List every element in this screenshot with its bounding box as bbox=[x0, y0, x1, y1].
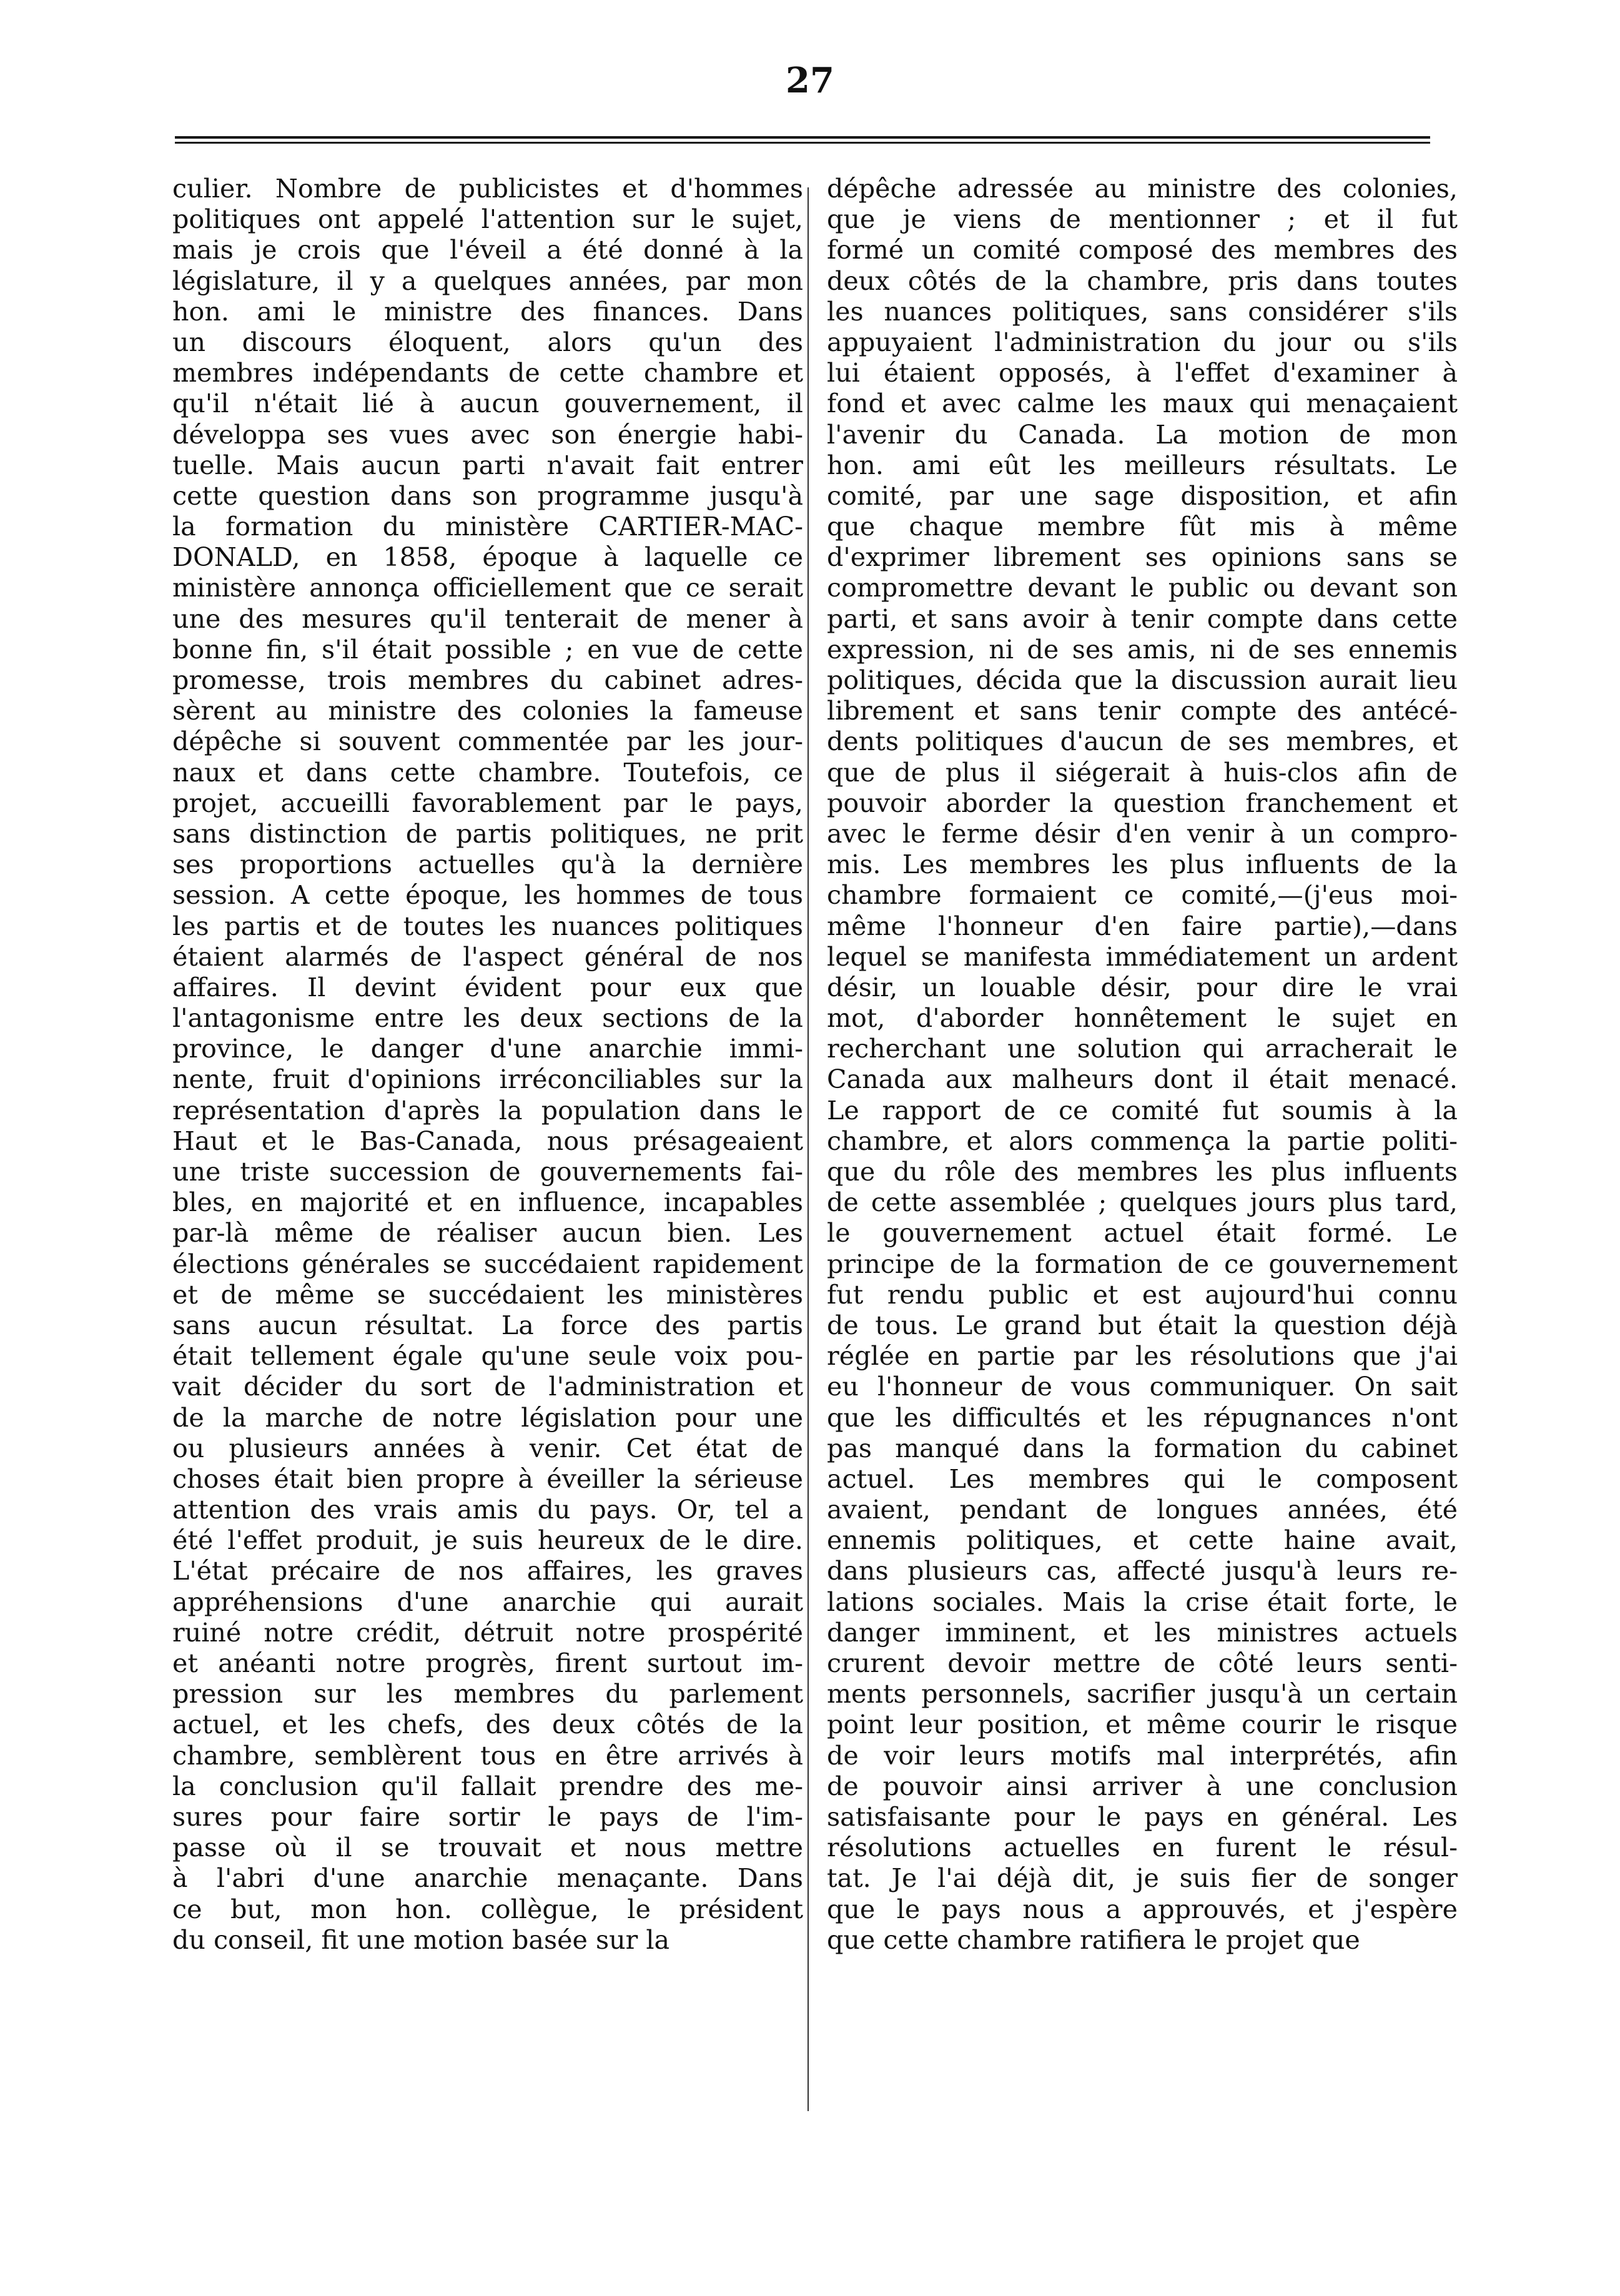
text-line: à l'abri d'une anarchie menaçante. Dans bbox=[172, 1863, 803, 1894]
text-line: membres indépendants de cette chambre et bbox=[172, 358, 803, 388]
text-line: librement et sans tenir compte des antécé- bbox=[827, 696, 1458, 726]
text-line: réglée en partie par les résolutions que j'ai bbox=[827, 1341, 1458, 1372]
text-line: avec le ferme désir d'en venir à un compro- bbox=[827, 818, 1458, 849]
text-line: sèrent au ministre des colonies la fameuse bbox=[172, 696, 803, 726]
text-line: été l'effet produit, je suis heureux de le dire. bbox=[172, 1525, 803, 1556]
text-line: le gouvernement actuel était formé. Le bbox=[827, 1218, 1458, 1249]
header-double-rule bbox=[175, 136, 1430, 144]
text-line: affaires. Il devint évident pour eux que bbox=[172, 972, 803, 1002]
text-line: DONALD, en 1858, époque à laquelle ce bbox=[172, 542, 803, 573]
text-line: appréhensions d'une anarchie qui aurait bbox=[172, 1586, 803, 1617]
text-line: que je viens de mentionner ; et il fut bbox=[827, 204, 1458, 235]
column-divider bbox=[808, 187, 809, 2111]
text-line: politiques, décida que la discussion aurait lieu bbox=[827, 665, 1458, 695]
text-line: recherchant une solution qui arracherait le bbox=[827, 1034, 1458, 1064]
text-line: de la marche de notre législation pour une bbox=[172, 1402, 803, 1433]
text-line: l'avenir du Canada. La motion de mon bbox=[827, 419, 1458, 450]
text-line: province, le danger d'une anarchie immi- bbox=[172, 1034, 803, 1064]
right-text-column bbox=[827, 174, 1458, 2122]
text-line: législature, il y a quelques années, par mon bbox=[172, 265, 803, 296]
text-line: deux côtés de la chambre, pris dans toutes bbox=[827, 265, 1458, 296]
text-line: une triste succession de gouvernements fai- bbox=[172, 1157, 803, 1187]
page-number: 27 bbox=[786, 60, 834, 101]
text-line: étaient alarmés de l'aspect général de nos bbox=[172, 941, 803, 972]
text-line: les nuances politiques, sans considérer s'ils bbox=[827, 296, 1458, 327]
text-line: bonne fin, s'il était possible ; en vue de cette bbox=[172, 634, 803, 665]
text-line: élections générales se succédaient rapidement bbox=[172, 1249, 803, 1279]
text-line: crurent devoir mettre de côté leurs senti- bbox=[827, 1648, 1458, 1678]
text-line: parti, et sans avoir à tenir compte dans cette bbox=[827, 603, 1458, 634]
text-line: comité, par une sage disposition, et afin bbox=[827, 480, 1458, 511]
text-line: Le rapport de ce comité fut soumis à la bbox=[827, 1095, 1458, 1126]
text-line: lations sociales. Mais la crise était forte, le bbox=[827, 1586, 1458, 1617]
text-line: lequel se manifesta immédiatement un ardent bbox=[827, 941, 1458, 972]
text-line: principe de la formation de ce gouvernement bbox=[827, 1249, 1458, 1279]
text-line: ce but, mon hon. collègue, le président bbox=[172, 1894, 803, 1924]
text-line: promesse, trois membres du cabinet adres- bbox=[172, 665, 803, 695]
text-line: dépêche adressée au ministre des colonies, bbox=[827, 174, 1458, 204]
text-line: mot, d'aborder honnêtement le sujet en bbox=[827, 1003, 1458, 1034]
text-line: que chaque membre fût mis à même bbox=[827, 512, 1458, 542]
text-line: par-là même de réaliser aucun bien. Les bbox=[172, 1218, 803, 1249]
text-line: expression, ni de ses amis, ni de ses ennemis bbox=[827, 634, 1458, 665]
text-line: chambre, semblèrent tous en être arrivés à bbox=[172, 1740, 803, 1771]
text-line: pouvoir aborder la question franchement et bbox=[827, 788, 1458, 818]
text-line: vait décider du sort de l'administration et bbox=[172, 1372, 803, 1402]
text-line: que le pays nous a approuvés, et j'espère bbox=[827, 1894, 1458, 1924]
text-line: tuelle. Mais aucun parti n'avait fait entrer bbox=[172, 450, 803, 480]
text-line: bles, en majorité et en influence, incapables bbox=[172, 1187, 803, 1218]
text-line: représentation d'après la population dans le bbox=[172, 1095, 803, 1126]
text-line: la conclusion qu'il fallait prendre des me- bbox=[172, 1771, 803, 1801]
text-line: un discours éloquent, alors qu'un des bbox=[172, 327, 803, 357]
text-line: chambre formaient ce comité,—(j'eus moi- bbox=[827, 880, 1458, 911]
text-line: hon. ami eût les meilleurs résultats. Le bbox=[827, 450, 1458, 480]
text-line: une des mesures qu'il tenterait de mener à bbox=[172, 603, 803, 634]
text-line: lui étaient opposés, à l'effet d'examiner à bbox=[827, 358, 1458, 388]
text-line: Haut et le Bas-Canada, nous présageaient bbox=[172, 1126, 803, 1156]
text-line: danger imminent, et les ministres actuels bbox=[827, 1617, 1458, 1648]
text-line: dents politiques d'aucun de ses membres, et bbox=[827, 726, 1458, 757]
text-line: attention des vrais amis du pays. Or, tel a bbox=[172, 1495, 803, 1525]
text-line: qu'il n'était lié à aucun gouvernement, il bbox=[172, 388, 803, 419]
text-line: sans aucun résultat. La force des partis bbox=[172, 1310, 803, 1340]
text-line: formé un comité composé des membres des bbox=[827, 235, 1458, 265]
text-line: actuel. Les membres qui le composent bbox=[827, 1463, 1458, 1494]
text-line: la formation du ministère CARTIER-MAC- bbox=[172, 512, 803, 542]
text-line: ministère annonça officiellement que ce serait bbox=[172, 573, 803, 603]
text-line: eu l'honneur de vous communiquer. On sait bbox=[827, 1372, 1458, 1402]
text-line: les partis et de toutes les nuances politiques bbox=[172, 911, 803, 941]
text-line: chambre, et alors commença la partie politi- bbox=[827, 1126, 1458, 1156]
text-line: satisfaisante pour le pays en général. Les bbox=[827, 1801, 1458, 1832]
text-line: mais je crois que l'éveil a été donné à la bbox=[172, 235, 803, 265]
text-line: politiques ont appelé l'attention sur le sujet, bbox=[172, 204, 803, 235]
text-line: avaient, pendant de longues années, été bbox=[827, 1495, 1458, 1525]
text-line: cette question dans son programme jusqu'à bbox=[172, 480, 803, 511]
text-line: projet, accueilli favorablement par le pays, bbox=[172, 788, 803, 818]
text-line: Canada aux malheurs dont il était menacé. bbox=[827, 1064, 1458, 1095]
text-line: de tous. Le grand but était la question déjà bbox=[827, 1310, 1458, 1340]
text-line: développa ses vues avec son énergie habi- bbox=[172, 419, 803, 450]
text-line: de voir leurs motifs mal interprétés, afin bbox=[827, 1740, 1458, 1771]
text-line: de cette assemblée ; quelques jours plus tard, bbox=[827, 1187, 1458, 1218]
text-line: et de même se succédaient les ministères bbox=[172, 1279, 803, 1310]
text-line: du conseil, fit une motion basée sur la bbox=[172, 1924, 670, 1955]
text-line: dépêche si souvent commentée par les jour- bbox=[172, 726, 803, 757]
text-line: culier. Nombre de publicistes et d'hommes bbox=[172, 174, 803, 204]
text-line: que cette chambre ratifiera le projet que bbox=[827, 1924, 1360, 1955]
text-line: et anéanti notre progrès, firent surtout im- bbox=[172, 1648, 803, 1678]
text-line: même l'honneur d'en faire partie),—dans bbox=[827, 911, 1458, 941]
text-line: fut rendu public et est aujourd'hui connu bbox=[827, 1279, 1458, 1310]
text-line: ments personnels, sacrifier jusqu'à un certain bbox=[827, 1679, 1458, 1710]
text-line: était tellement égale qu'une seule voix pou- bbox=[172, 1341, 803, 1372]
text-line: mis. Les membres les plus influents de la bbox=[827, 849, 1458, 880]
text-line: ses proportions actuelles qu'à la dernière bbox=[172, 849, 803, 880]
text-line: de pouvoir ainsi arriver à une conclusion bbox=[827, 1771, 1458, 1801]
text-line: L'état précaire de nos affaires, les graves bbox=[172, 1556, 803, 1586]
text-line: hon. ami le ministre des finances. Dans bbox=[172, 296, 803, 327]
text-line: dans plusieurs cas, affecté jusqu'à leurs re- bbox=[827, 1556, 1458, 1586]
text-line: sures pour faire sortir le pays de l'im- bbox=[172, 1801, 803, 1832]
text-line: choses était bien propre à éveiller la sérieuse bbox=[172, 1463, 803, 1494]
text-line: point leur position, et même courir le risque bbox=[827, 1710, 1458, 1740]
left-text-column bbox=[172, 174, 803, 2122]
text-line: sans distinction de partis politiques, ne prit bbox=[172, 818, 803, 849]
text-line: que de plus il siégerait à huis-clos afin de bbox=[827, 757, 1458, 788]
text-line: pression sur les membres du parlement bbox=[172, 1679, 803, 1710]
text-line: résolutions actuelles en furent le résul- bbox=[827, 1833, 1458, 1863]
text-line: compromettre devant le public ou devant son bbox=[827, 573, 1458, 603]
text-line: session. A cette époque, les hommes de tous bbox=[172, 880, 803, 911]
text-line: ennemis politiques, et cette haine avait, bbox=[827, 1525, 1458, 1556]
text-line: l'antagonisme entre les deux sections de la bbox=[172, 1003, 803, 1034]
text-line: nente, fruit d'opinions irréconciliables sur la bbox=[172, 1064, 803, 1095]
text-line: actuel, et les chefs, des deux côtés de la bbox=[172, 1710, 803, 1740]
text-line: fond et avec calme les maux qui menaçaient bbox=[827, 388, 1458, 419]
text-line: ou plusieurs années à venir. Cet état de bbox=[172, 1433, 803, 1463]
text-line: d'exprimer librement ses opinions sans se bbox=[827, 542, 1458, 573]
text-line: ruiné notre crédit, détruit notre prospérité bbox=[172, 1617, 803, 1648]
text-line: pas manqué dans la formation du cabinet bbox=[827, 1433, 1458, 1463]
text-line: désir, un louable désir, pour dire le vrai bbox=[827, 972, 1458, 1002]
text-line: tat. Je l'ai déjà dit, je suis fier de songer bbox=[827, 1863, 1458, 1894]
text-line: que les difficultés et les répugnances n'ont bbox=[827, 1402, 1458, 1433]
text-line: naux et dans cette chambre. Toutefois, ce bbox=[172, 757, 803, 788]
text-line: passe où il se trouvait et nous mettre bbox=[172, 1833, 803, 1863]
text-line: que du rôle des membres les plus influents bbox=[827, 1157, 1458, 1187]
text-line: appuyaient l'administration du jour ou s'ils bbox=[827, 327, 1458, 357]
